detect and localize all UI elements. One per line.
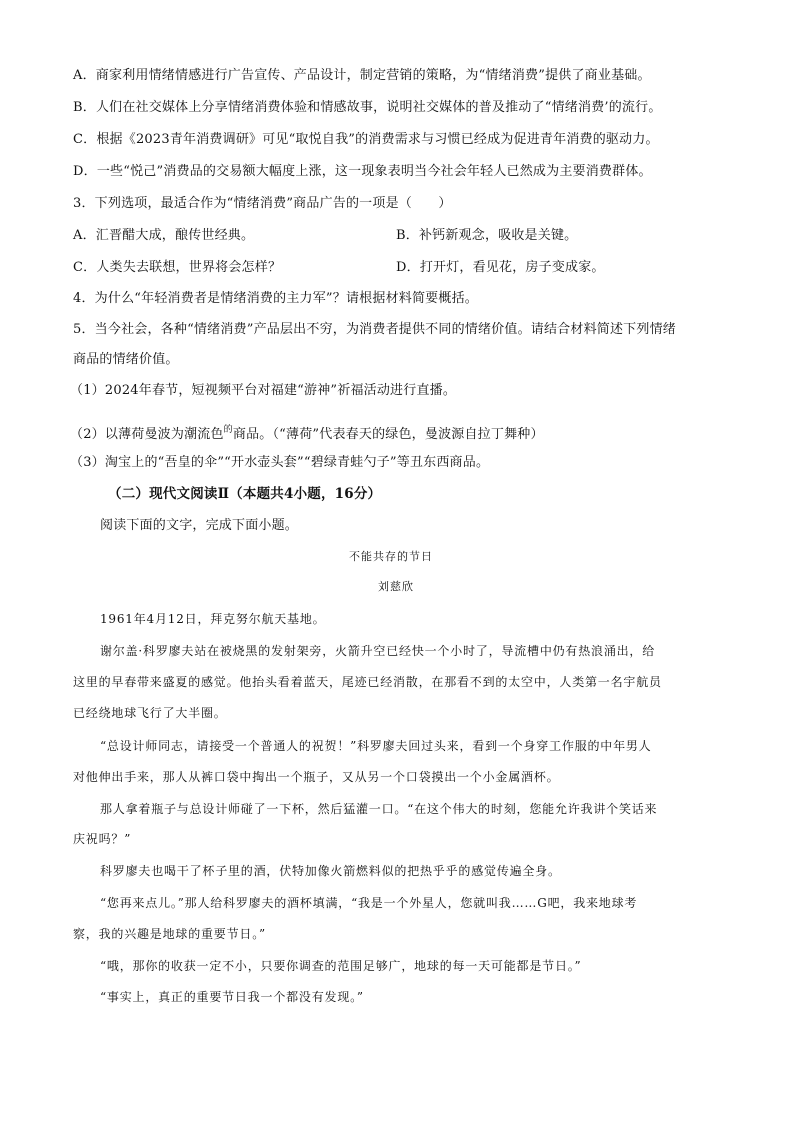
q5-item-1: （1）2024年春节，短视频平台对福建“游神”祈福活动进行直播。 [70,383,457,398]
story-paragraph-6-line-1: “您再来点儿。”那人给科罗廖夫的酒杯填满，“我是一个外星人，您就叫我……G吧，我来地球考 [100,896,638,910]
story-paragraph-5: 科罗廖夫也喝干了杯子里的酒，伏特加像火箭燃料似的把热乎乎的感觉传遍全身。 [100,864,561,878]
q5-item-2 [70,421,544,444]
section-instruction: 阅读下面的文字，完成下面小题。 [100,518,299,533]
story-paragraph-2-line-1: 谢尔盖·科罗廖夫站在被烧黑的发射架旁，火箭升空已经快一个小时了，导流槽中仍有热浪涌出，给 [100,644,656,658]
story-paragraph-3-line-2: 对他伸出手来，那人从裤口袋中掏出一个瓶子，又从另一个口袋摸出一个小金属酒杯。 [73,770,560,784]
q3-option-d: D．打开灯，看见花，房子变成家。 [396,260,605,275]
q3-stem: 3．下列选项，最适合作为“情绪消费”商品广告的一项是（ ） [73,196,452,211]
story-paragraph-7: “哦，那你的收获一定不小，只要你调查的范围足够广，地球的每一天可能都是节日。” [100,959,582,973]
q2-option-d: D．一些“悦己”消费品的交易额大幅度上涨，这一现象表明当今社会年轻人已然成为主要消费群体。 [73,164,652,179]
story-title: 不能共存的节日 [349,550,433,563]
story-paragraph-3-line-1: “总设计师同志，请接受一个普通人的祝贺！”科罗廖夫回过头来，看到一个身穿工作服的中年男人 [100,739,652,753]
q2-option-b: B．人们在社交媒体上分享情绪消费体验和情感故事，说明社交媒体的普及推动了“情绪消费’的流行。 [73,100,662,115]
q5-item-3: （3）淘宝上的“吾皇的伞”“开水壶头套”“碧绿青蛙勺子”等丑东西商品。 [70,455,490,470]
q3-option-c: C．人类失去联想，世界将会怎样？ [73,260,282,275]
q3-option-b: B．补钙新观念，吸收是关键。 [396,228,578,243]
story-paragraph-4-line-1: 那人拿着瓶子与总设计师碰了一下杯，然后猛灌一口。“在这个伟大的时刻，您能允许我讲个笑话来 [100,802,658,816]
story-paragraph-4-line-2: 庆祝吗？” [73,832,132,846]
q5-item-2-superscript: 的 [223,425,233,435]
q5-stem-line1: 5．当今社会，各种“情绪消费”产品层出不穷，为消费者提供不同的情绪价值。请结合材料简述下列情绪 [73,322,676,337]
story-paragraph-2-line-3: 已经绕地球飞行了大半圈。 [73,706,227,720]
story-paragraph-1: 1961年4月12日，拜克努尔航天基地。 [100,612,326,626]
q2-option-c: C．根据《2023青年消费调研》可见“取悦自我”的消费需求与习惯已经成为促进青年消费的驱动力。 [73,132,659,147]
story-author: 刘慈欣 [378,580,414,593]
story-paragraph-2-line-2: 这里的早春带来盛夏的感觉。他抬头看着蓝天，尾迹已经消散，在那看不到的太空中，人类第一名宇航员 [73,675,662,689]
q3-option-a: A．汇晋醋大成，酿传世经典。 [73,228,255,243]
q5-item-2-part-a: （2）以薄荷曼波为潮流色 [70,427,224,442]
story-paragraph-6-line-2: 察，我的兴趣是地球的重要节日。” [73,927,266,941]
q4-stem: 4．为什么“年轻消费者是情绪消费的主力军”？请根据材料简要概括。 [73,291,478,306]
story-paragraph-8: “事实上，真正的重要节日我一个都没有发现。” [100,990,364,1004]
q2-option-a: A．商家利用情绪情感进行广告宣传、产品设计，制定营销的策略，为“情绪消费”提供了商业基础。 [73,68,651,83]
q5-stem-line2: 商品的情绪价值。 [73,352,179,367]
q5-item-2-part-b: 商品。（“薄荷”代表春天的绿色，曼波源自拉丁舞种） [232,427,544,442]
section-heading: （二）现代文阅读Ⅱ（本题共4小题，16分） [108,486,382,502]
